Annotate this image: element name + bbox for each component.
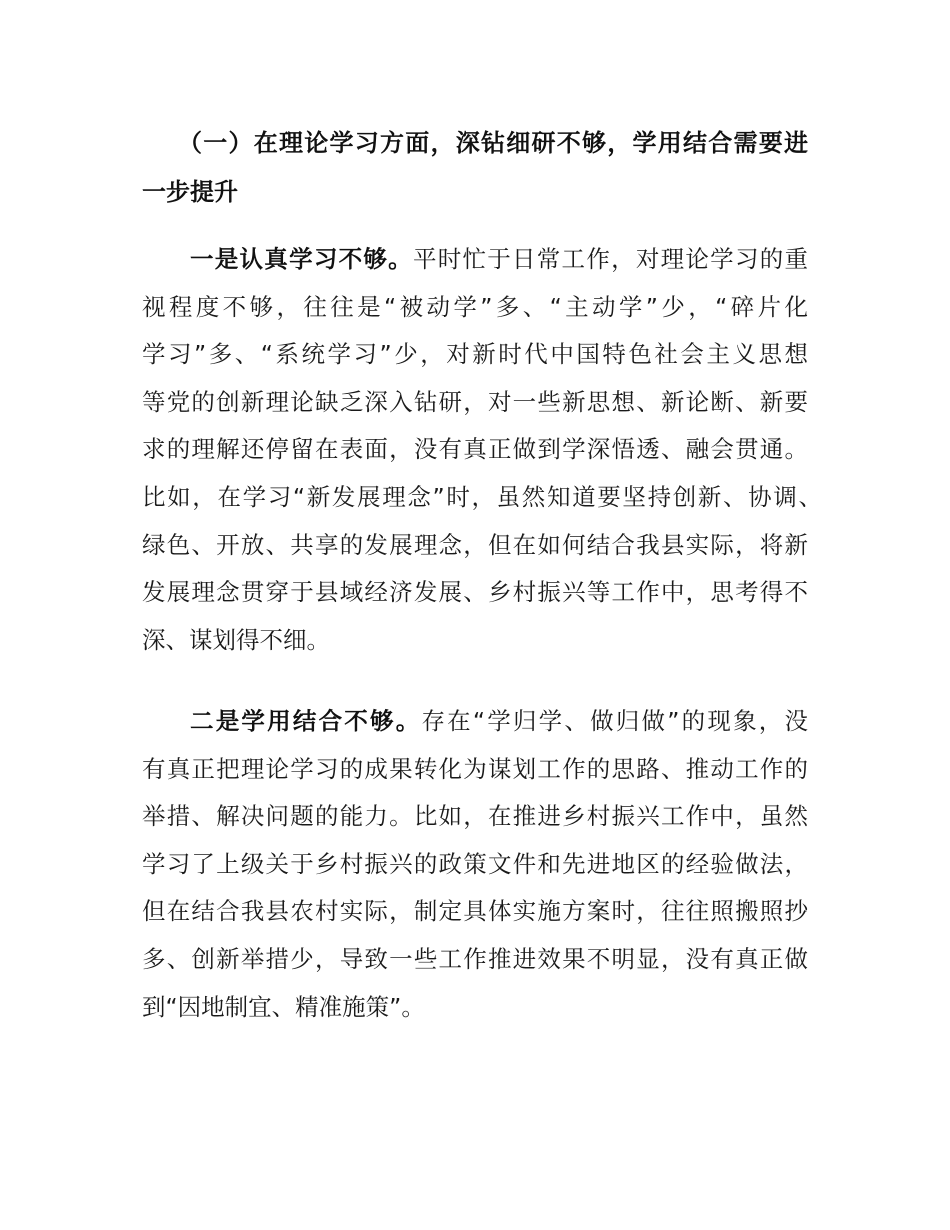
- paragraph-line: 学习了上级关于乡村振兴的政策文件和先进地区的经验做法，: [142, 849, 808, 878]
- heading-line: 一步提升: [142, 178, 238, 206]
- paragraph-line: 有真正把理论学习的成果转化为谋划工作的思路、推动工作的: [142, 754, 808, 783]
- paragraph-line: 但在结合我县农村实际，制定具体实施方案时，往往照搬照抄: [142, 897, 808, 926]
- paragraph-text: 存在“学归学、做归做”的现象，没: [421, 707, 808, 735]
- paragraph-line: 学习”多、“系统学习”少，对新时代中国特色社会主义思想: [142, 340, 808, 369]
- heading-line: （一）在理论学习方面，深钻细研不够，学用结合需要进: [178, 129, 808, 157]
- paragraph-line: 求的理解还停留在表面，没有真正做到学深悟透、融会贯通。: [142, 435, 808, 464]
- paragraph-line: 多、创新举措少，导致一些工作推进效果不明显，没有真正做: [142, 944, 808, 973]
- paragraph-line: 发展理念贯穿于县域经济发展、乡村振兴等工作中，思考得不: [142, 578, 808, 607]
- paragraph-line: 比如，在学习“新发展理念”时，虽然知道要坚持创新、协调、: [142, 482, 822, 511]
- paragraph-line: 到“因地制宜、精准施策”。: [142, 992, 425, 1021]
- paragraph-line: 视程度不够，往往是“被动学”多、“主动学”少，“碎片化: [142, 292, 808, 321]
- paragraph-line: 深、谋划得不细。: [142, 625, 330, 654]
- section-heading: [142, 119, 808, 217]
- paragraph-2: [142, 698, 808, 1031]
- paragraph-line: 举措、解决问题的能力。比如，在推进乡村振兴工作中，虽然: [142, 802, 808, 831]
- paragraph-1: [142, 236, 822, 664]
- paragraph-line: 等党的创新理论缺乏深入钻研，对一些新思想、新论断、新要: [142, 387, 808, 416]
- paragraph-lead: 一是认真学习不够。: [190, 245, 413, 273]
- paragraph-text: 平时忙于日常工作，对理论学习的重: [412, 245, 808, 273]
- paragraph-first-line: [142, 236, 808, 284]
- paragraph-lead: 二是学用结合不够。: [190, 707, 422, 735]
- paragraph-line: 绿色、开放、共享的发展理念，但在如何结合我县实际，将新: [142, 530, 808, 559]
- paragraph-first-line: [142, 698, 808, 746]
